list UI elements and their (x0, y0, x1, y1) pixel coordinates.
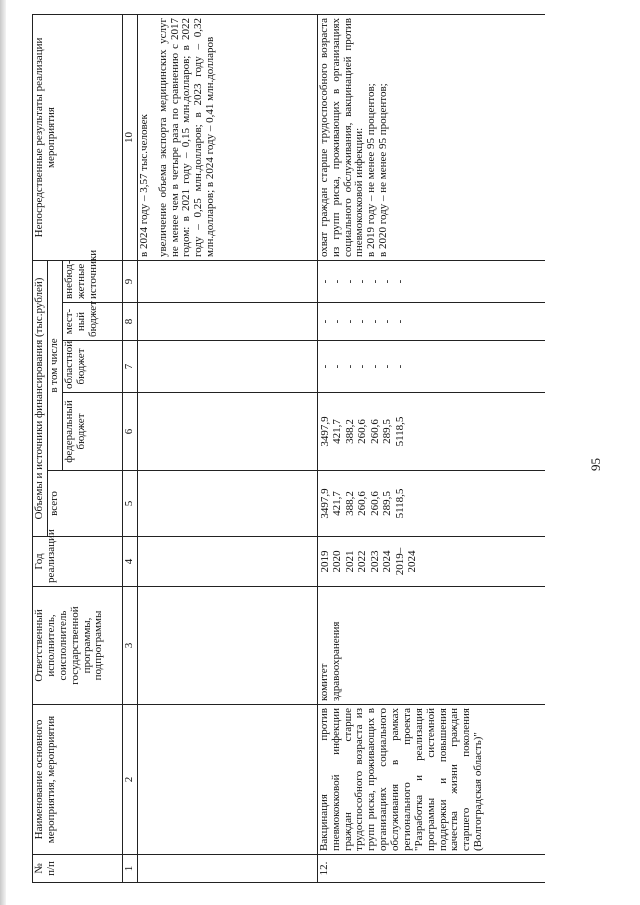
federal-value: 289,5 (381, 419, 394, 444)
regional-value: - (343, 364, 356, 369)
year-total: 2019–2024 (393, 547, 419, 576)
federal-value: 421,7 (331, 419, 344, 444)
total-cell (317, 471, 545, 537)
extrabudget-cell (317, 260, 545, 302)
extrabudget-value: - (368, 279, 381, 284)
header-federal: федеральный бюджет (62, 393, 122, 471)
header-total: всего (47, 471, 122, 537)
year: 2019 (318, 550, 331, 573)
column-number: 1 (122, 855, 137, 883)
year: 2022 (356, 550, 369, 573)
column-number: 7 (122, 341, 137, 393)
header-year: Год реализации (33, 537, 123, 587)
local-value: - (393, 319, 406, 324)
header-row-1 (33, 14, 48, 882)
result-text: увеличение объема экспорта медицинских услуг не менее чем в четыре раза по сравнению с 2017 годом: в 2021 году – 0,15 млн.долларов; в 2022 году – 0,25 млн.долларов; в 2023 году – 0,32 млн.долларов; в 2024 году – 0,41 млн.долларов (156, 17, 217, 257)
header-including: в том числе (47, 260, 62, 470)
regional-value: - (393, 364, 406, 369)
total-value: 388,2 (343, 491, 356, 516)
header-results: Непосредственные результаты реализации мероприятия (33, 14, 123, 260)
total-value: 421,7 (331, 491, 344, 516)
regional-value: - (318, 364, 331, 369)
header-executor: Ответственный исполнитель, соисполнитель государственной программы, подпрограммы (33, 587, 123, 705)
total-value: 260,6 (356, 491, 369, 516)
local-cell (317, 303, 545, 341)
federal-value: 388,2 (343, 419, 356, 444)
local-value: - (318, 319, 331, 324)
column-number: 2 (122, 705, 137, 855)
extrabudget-value: - (381, 279, 394, 284)
regional-value: - (368, 364, 381, 369)
total-value: 289,5 (381, 491, 394, 516)
regional-cell (317, 341, 545, 393)
federal-value: 5118,5 (393, 416, 406, 447)
column-number: 6 (122, 393, 137, 471)
column-number: 9 (122, 260, 137, 302)
total-value: 260,6 (368, 491, 381, 516)
federal-value: 260,6 (368, 419, 381, 444)
result-line: в 2019 году – не менее 95 процентов; (365, 83, 378, 257)
year: 2024 (381, 550, 394, 573)
result-line: в 2020 году – не менее 95 процентов; (377, 83, 390, 257)
header-regional: областной бюджет (62, 341, 122, 393)
year: 2020 (331, 550, 344, 573)
header-name: Наименование основного мероприятия, мероприятия (33, 705, 123, 855)
column-number: 3 (122, 587, 137, 705)
program-table (32, 14, 545, 883)
previous-row-results (137, 14, 317, 260)
year: 2021 (343, 550, 356, 573)
extrabudget-value: - (356, 279, 369, 284)
regional-value: - (381, 364, 394, 369)
column-number: 8 (122, 303, 137, 341)
header-funding: Объемы и источники финансирования (тыс.рублей) (33, 260, 48, 536)
extrabudget-value: - (318, 279, 331, 284)
column-number: 4 (122, 537, 137, 587)
executor: комитет здравоохранения (317, 587, 545, 705)
total-value: 3497,9 (318, 488, 331, 519)
local-value: - (331, 319, 344, 324)
row-12-results (317, 14, 545, 260)
total-value: 5118,5 (393, 488, 406, 519)
header-number: № п/п (33, 855, 123, 883)
extrabudget-value: - (331, 279, 344, 284)
measure-name: Вакцинация против пневмококковой инфекции граждан старше трудоспособного возраста из групп риска, проживающих в организациях социального обслуживания в рамках регионального проекта "Разработка и реализация программы системной поддержки и повышения качества жизни граждан старшего поколения (Волгоградская область)" (317, 705, 545, 855)
local-value: - (343, 319, 356, 324)
previous-row-continuation (137, 14, 317, 882)
column-number: 10 (122, 14, 137, 260)
result-text: охват граждан старше трудоспособного возраста из групп риска, проживающих в организациях социального обслуживания, вакцинацией против пневмококковой инфекции: (317, 17, 366, 257)
result-text: в 2024 году – 3,57 тыс.человек (137, 114, 150, 257)
header-local: мест-ный бюджет (62, 303, 122, 341)
extrabudget-value: - (343, 279, 356, 284)
row-number: 12. (317, 855, 545, 883)
header-extrabudget: внебюд-жетные источники (62, 260, 122, 302)
regional-value: - (331, 364, 344, 369)
column-number: 5 (122, 471, 137, 537)
federal-value: 260,6 (356, 419, 369, 444)
local-value: - (368, 319, 381, 324)
federal-cell (317, 393, 545, 471)
page-number: 95 (588, 458, 603, 471)
extrabudget-value: - (393, 279, 406, 284)
year: 2023 (368, 550, 381, 573)
federal-value: 3497,9 (318, 416, 331, 447)
local-value: - (381, 319, 394, 324)
column-numbers-row (122, 14, 137, 882)
table-row-12 (317, 14, 545, 882)
years-cell (317, 537, 545, 587)
local-value: - (356, 319, 369, 324)
regional-value: - (356, 364, 369, 369)
